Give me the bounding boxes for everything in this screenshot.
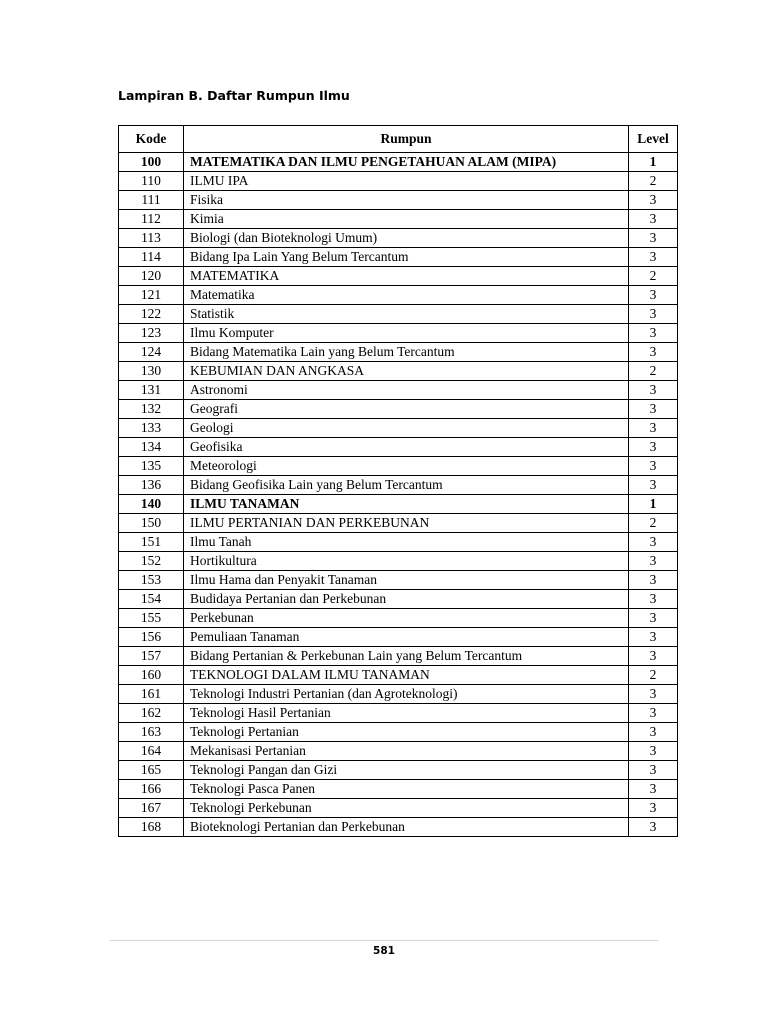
kode-cell: 135	[119, 457, 184, 476]
kode-cell: 150	[119, 514, 184, 533]
table-row	[119, 210, 678, 229]
kode-cell: 163	[119, 723, 184, 742]
header-level: Level	[629, 126, 678, 153]
kode-cell: 152	[119, 552, 184, 571]
rumpun-cell: MATEMATIKA DAN ILMU PENGETAHUAN ALAM (MIPA)	[184, 153, 629, 172]
table-row	[119, 286, 678, 305]
rumpun-cell: Teknologi Pasca Panen	[184, 780, 629, 799]
table-row	[119, 761, 678, 780]
rumpun-cell: Perkebunan	[184, 609, 629, 628]
table-row	[119, 229, 678, 248]
kode-cell: 122	[119, 305, 184, 324]
table-row	[119, 324, 678, 343]
level-cell: 3	[629, 305, 678, 324]
rumpun-cell: Fisika	[184, 191, 629, 210]
level-cell: 3	[629, 628, 678, 647]
level-cell: 3	[629, 571, 678, 590]
level-cell: 3	[629, 742, 678, 761]
kode-cell: 124	[119, 343, 184, 362]
rumpun-cell: ILMU TANAMAN	[184, 495, 629, 514]
table-row	[119, 457, 678, 476]
table-row	[119, 742, 678, 761]
rumpun-cell: Teknologi Pangan dan Gizi	[184, 761, 629, 780]
table-row	[119, 267, 678, 286]
rumpun-ilmu-table	[118, 125, 678, 837]
footer-divider	[110, 940, 658, 941]
kode-cell: 157	[119, 647, 184, 666]
table-row	[119, 723, 678, 742]
table-row	[119, 514, 678, 533]
kode-cell: 164	[119, 742, 184, 761]
table-row	[119, 172, 678, 191]
table-row	[119, 191, 678, 210]
table-row	[119, 343, 678, 362]
kode-cell: 121	[119, 286, 184, 305]
level-cell: 2	[629, 514, 678, 533]
rumpun-cell: Teknologi Perkebunan	[184, 799, 629, 818]
level-cell: 3	[629, 286, 678, 305]
level-cell: 3	[629, 799, 678, 818]
level-cell: 3	[629, 590, 678, 609]
level-cell: 1	[629, 495, 678, 514]
kode-cell: 168	[119, 818, 184, 837]
header-kode: Kode	[119, 126, 184, 153]
rumpun-cell: Teknologi Hasil Pertanian	[184, 704, 629, 723]
level-cell: 3	[629, 780, 678, 799]
rumpun-cell: Geofisika	[184, 438, 629, 457]
table-row	[119, 666, 678, 685]
table-row	[119, 476, 678, 495]
table-body	[119, 153, 678, 837]
rumpun-cell: Budidaya Pertanian dan Perkebunan	[184, 590, 629, 609]
kode-cell: 123	[119, 324, 184, 343]
page-heading: Lampiran B. Daftar Rumpun Ilmu	[118, 88, 350, 103]
rumpun-cell: Geografi	[184, 400, 629, 419]
rumpun-cell: ILMU IPA	[184, 172, 629, 191]
table-header-row	[119, 126, 678, 153]
table-row	[119, 248, 678, 267]
rumpun-cell: Biologi (dan Bioteknologi Umum)	[184, 229, 629, 248]
level-cell: 3	[629, 343, 678, 362]
table-row	[119, 495, 678, 514]
rumpun-cell: Mekanisasi Pertanian	[184, 742, 629, 761]
level-cell: 3	[629, 438, 678, 457]
table-row	[119, 609, 678, 628]
rumpun-cell: Hortikultura	[184, 552, 629, 571]
kode-cell: 160	[119, 666, 184, 685]
rumpun-cell: Geologi	[184, 419, 629, 438]
kode-cell: 155	[119, 609, 184, 628]
kode-cell: 165	[119, 761, 184, 780]
level-cell: 3	[629, 647, 678, 666]
rumpun-cell: ILMU PERTANIAN DAN PERKEBUNAN	[184, 514, 629, 533]
table-row	[119, 400, 678, 419]
table-row	[119, 799, 678, 818]
level-cell: 3	[629, 761, 678, 780]
rumpun-cell: Matematika	[184, 286, 629, 305]
level-cell: 3	[629, 533, 678, 552]
level-cell: 2	[629, 362, 678, 381]
kode-cell: 153	[119, 571, 184, 590]
kode-cell: 134	[119, 438, 184, 457]
rumpun-cell: Kimia	[184, 210, 629, 229]
kode-cell: 113	[119, 229, 184, 248]
level-cell: 3	[629, 818, 678, 837]
level-cell: 3	[629, 704, 678, 723]
kode-cell: 112	[119, 210, 184, 229]
level-cell: 3	[629, 324, 678, 343]
level-cell: 3	[629, 381, 678, 400]
kode-cell: 100	[119, 153, 184, 172]
rumpun-cell: Bidang Matematika Lain yang Belum Tercantum	[184, 343, 629, 362]
rumpun-cell: MATEMATIKA	[184, 267, 629, 286]
kode-cell: 156	[119, 628, 184, 647]
table-row	[119, 153, 678, 172]
table-row	[119, 704, 678, 723]
header-rumpun: Rumpun	[184, 126, 629, 153]
table-row	[119, 685, 678, 704]
rumpun-cell: KEBUMIAN DAN ANGKASA	[184, 362, 629, 381]
kode-cell: 110	[119, 172, 184, 191]
kode-cell: 162	[119, 704, 184, 723]
rumpun-cell: Bioteknologi Pertanian dan Perkebunan	[184, 818, 629, 837]
kode-cell: 131	[119, 381, 184, 400]
level-cell: 3	[629, 609, 678, 628]
level-cell: 2	[629, 267, 678, 286]
page-number: 581	[373, 945, 395, 957]
level-cell: 3	[629, 400, 678, 419]
kode-cell: 154	[119, 590, 184, 609]
kode-cell: 114	[119, 248, 184, 267]
level-cell: 3	[629, 229, 678, 248]
rumpun-cell: Teknologi Industri Pertanian (dan Agroteknologi)	[184, 685, 629, 704]
rumpun-cell: Meteorologi	[184, 457, 629, 476]
kode-cell: 132	[119, 400, 184, 419]
level-cell: 3	[629, 685, 678, 704]
level-cell: 3	[629, 457, 678, 476]
level-cell: 3	[629, 419, 678, 438]
kode-cell: 136	[119, 476, 184, 495]
kode-cell: 140	[119, 495, 184, 514]
table-row	[119, 571, 678, 590]
level-cell: 3	[629, 723, 678, 742]
rumpun-cell: Bidang Pertanian & Perkebunan Lain yang Belum Tercantum	[184, 647, 629, 666]
rumpun-cell: Ilmu Hama dan Penyakit Tanaman	[184, 571, 629, 590]
rumpun-cell: Bidang Ipa Lain Yang Belum Tercantum	[184, 248, 629, 267]
table-row	[119, 590, 678, 609]
level-cell: 1	[629, 153, 678, 172]
table-row	[119, 381, 678, 400]
level-cell: 3	[629, 191, 678, 210]
level-cell: 2	[629, 666, 678, 685]
table-row	[119, 533, 678, 552]
kode-cell: 130	[119, 362, 184, 381]
kode-cell: 133	[119, 419, 184, 438]
table-row	[119, 438, 678, 457]
rumpun-cell: Ilmu Komputer	[184, 324, 629, 343]
kode-cell: 120	[119, 267, 184, 286]
table-row	[119, 362, 678, 381]
rumpun-cell: Bidang Geofisika Lain yang Belum Tercantum	[184, 476, 629, 495]
table-row	[119, 419, 678, 438]
rumpun-cell: Teknologi Pertanian	[184, 723, 629, 742]
rumpun-cell: Ilmu Tanah	[184, 533, 629, 552]
table-row	[119, 305, 678, 324]
level-cell: 3	[629, 248, 678, 267]
level-cell: 3	[629, 552, 678, 571]
rumpun-cell: Astronomi	[184, 381, 629, 400]
level-cell: 3	[629, 476, 678, 495]
kode-cell: 161	[119, 685, 184, 704]
kode-cell: 167	[119, 799, 184, 818]
table-row	[119, 818, 678, 837]
table-row	[119, 628, 678, 647]
level-cell: 3	[629, 210, 678, 229]
table-row	[119, 780, 678, 799]
kode-cell: 151	[119, 533, 184, 552]
kode-cell: 111	[119, 191, 184, 210]
rumpun-cell: TEKNOLOGI DALAM ILMU TANAMAN	[184, 666, 629, 685]
kode-cell: 166	[119, 780, 184, 799]
rumpun-cell: Pemuliaan Tanaman	[184, 628, 629, 647]
level-cell: 2	[629, 172, 678, 191]
table-row	[119, 552, 678, 571]
rumpun-cell: Statistik	[184, 305, 629, 324]
table-row	[119, 647, 678, 666]
